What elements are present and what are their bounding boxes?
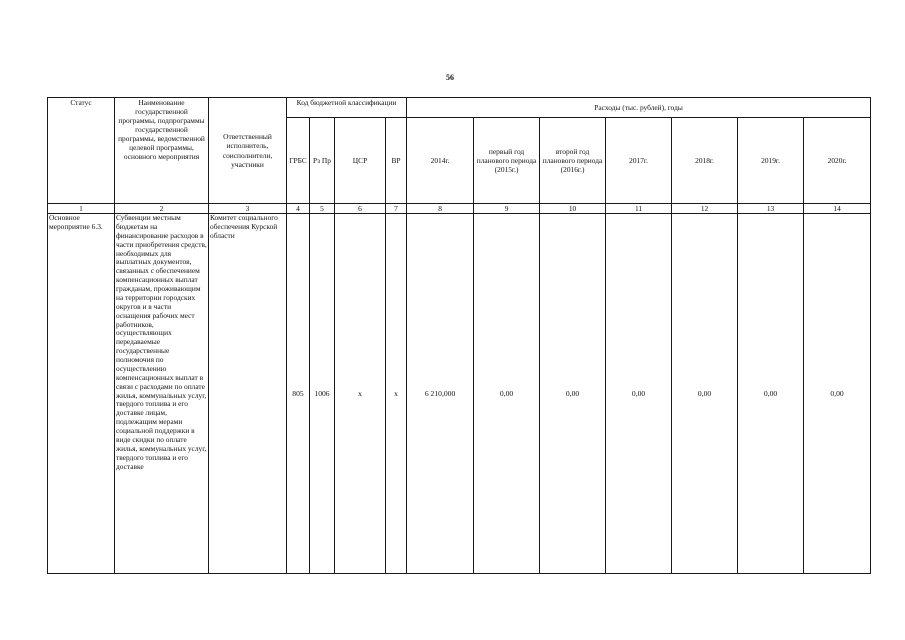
header-2017: 2017г.: [606, 118, 672, 204]
header-2015: первый год планового периода (2015г.): [474, 118, 540, 204]
header-csr: ЦСР: [335, 118, 386, 204]
column-number: 3: [209, 204, 287, 214]
column-number: 2: [115, 204, 209, 214]
column-number: 11: [606, 204, 672, 214]
column-number: 10: [540, 204, 606, 214]
row-2014: 6 210,000: [407, 214, 474, 574]
row-rzpr: 1006: [310, 214, 335, 574]
column-number-row: [48, 204, 871, 214]
column-number: 14: [804, 204, 871, 214]
column-number: 8: [407, 204, 474, 214]
column-number: 9: [474, 204, 540, 214]
header-expenses-group: Расходы (тыс. рублей), годы: [407, 98, 871, 118]
row-name-text: Субвенции местным бюджетам на финансирование расходов в части приобретения средств, необходимых для выплатных документов, связанных с обеспечением компенсационных выплат гражданам, проживающим на территории городских округов и в части оснащения рабочих мест работников, осуществляющих передаваемые государственные полномочия по осуществлению компенсационных выплат в связи с расходами по оплате жилья, коммунальных услуг, твердого топлива и его доставке лицам, подлежащим мерами социальной поддержки в виде скидки по оплате жилья, коммунальных услуг, твердого топлива и его доставке: [116, 213, 207, 471]
table-row: [48, 214, 871, 574]
header-2020: 2020г.: [804, 118, 871, 204]
column-number: 12: [672, 204, 738, 214]
row-2020: 0,00: [804, 214, 871, 574]
row-2016: 0,00: [540, 214, 606, 574]
column-number: 1: [48, 204, 115, 214]
header-2016: второй год планового периода (2016г.): [540, 118, 606, 204]
header-vr: ВР: [386, 118, 407, 204]
row-2015: 0,00: [474, 214, 540, 574]
row-grbs: 805: [287, 214, 310, 574]
header-budget-code-group: Код бюджетной классификации: [287, 98, 407, 118]
header-status: Статус: [48, 98, 115, 204]
row-2017: 0,00: [606, 214, 672, 574]
row-2018: 0,00: [672, 214, 738, 574]
column-number: 5: [310, 204, 335, 214]
row-status: Основное мероприятие 6.3.: [48, 214, 115, 574]
row-name: [115, 214, 209, 574]
column-number: 7: [386, 204, 407, 214]
row-responsible: Комитет социального обеспечения Курской области: [209, 214, 287, 574]
row-csr: х: [335, 214, 386, 574]
row-2019: 0,00: [738, 214, 804, 574]
header-grbs: ГРБС: [287, 118, 310, 204]
header-2014: 2014г.: [407, 118, 474, 204]
header-2019: 2019г.: [738, 118, 804, 204]
header-2018: 2018г.: [672, 118, 738, 204]
budget-table: [47, 97, 871, 574]
column-number: 4: [287, 204, 310, 214]
page-number: 56: [446, 73, 454, 82]
column-number: 6: [335, 204, 386, 214]
header-responsible: Ответственный исполнитель, соисполнители, участники: [209, 98, 287, 204]
header-name: Наименование государственной программы, подпрограммы государственной программы, ведомственной целевой программы, основного мероприятия: [115, 98, 209, 204]
column-number: 13: [738, 204, 804, 214]
header-rzpr: Рз Пр: [310, 118, 335, 204]
row-vr: х: [386, 214, 407, 574]
